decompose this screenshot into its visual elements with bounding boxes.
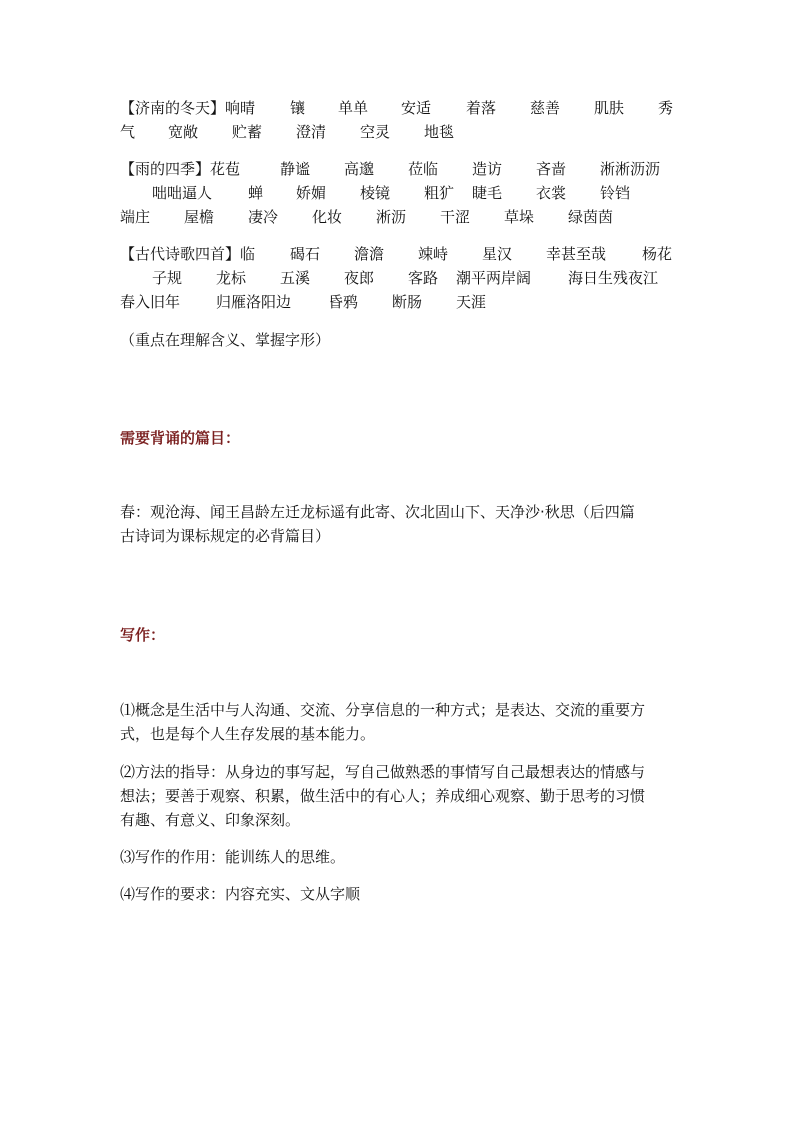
vocab-word: 地毯 [424,123,455,141]
vocab-word: 龙标 [216,269,247,287]
vocab-word: 天涯 [456,293,487,311]
recite-line: 春：观沧海、闻王昌龄左迁龙标遥有此寄、次北固山下、天净沙·秋思（后四篇 [120,503,635,521]
vocab-word: 镶 [290,99,306,117]
vocab-word: 娇媚 [296,184,327,202]
vocab-word: 端庄 [120,208,151,226]
writing-point-3: ⑶写作的作用：能训练人的思维。 [120,848,346,866]
vocab-word: 杨花 [642,245,673,263]
vocab-word: 蝉 [248,184,264,202]
vocab-word: 竦峙 [418,245,449,263]
vocab-word: 造访 [472,160,503,178]
writing-heading: 写作： [120,626,166,644]
recite-line: 古诗词为课标规定的必背篇目） [120,527,331,545]
writing-point-2-line: ⑵方法的指导：从身边的事写起，写自己做熟悉的事情写自己最想表达的情感与 [120,763,646,781]
vocab-word: 星汉 [482,245,513,263]
vocab-word: 客路 [408,269,439,287]
vocab-word: 子规 [152,269,183,287]
vocab-word: 【古代诗歌四首】临 [120,245,256,263]
vocab-word: 草垛 [504,208,535,226]
vocab-word: 秀 [658,99,674,117]
vocab-word: 澄清 [296,123,327,141]
writing-point-1-line: 式，也是每个人生存发展的基本能力。 [120,725,376,743]
vocab-word: 静谧 [280,160,311,178]
vocab-word: 绿茵茵 [568,208,614,226]
writing-point-2-line: 有趣、有意义、印象深刻。 [120,811,301,829]
vocab-word: 空灵 [360,123,391,141]
vocab-word: 吝啬 [536,160,567,178]
vocab-word: 贮蓄 [232,123,263,141]
study-note: （重点在理解含义、掌握字形） [120,331,331,349]
vocab-word: 归雁洛阳边 [216,293,292,311]
vocab-word: 碣石 [290,245,321,263]
vocab-word: 春入旧年 [120,293,181,311]
vocab-word: 凄冷 [248,208,279,226]
vocab-word: 淅淅沥沥 [600,160,661,178]
vocab-word: 屋檐 [184,208,215,226]
vocab-word: 慈善 [530,99,561,117]
vocab-word: 【雨的四季】花苞 [120,160,241,178]
vocab-word: 着落 [466,99,497,117]
vocab-word: 单单 [338,99,369,117]
vocab-word: 断肠 [392,293,423,311]
vocab-word: 棱镜 [360,184,391,202]
vocab-word: 安适 [401,99,432,117]
vocab-word: 铃铛 [600,184,631,202]
vocab-word: 幸甚至哉 [546,245,607,263]
vocab-word: 五溪 [280,269,311,287]
vocab-word: 化妆 [312,208,343,226]
writing-point-1-line: ⑴概念是生活中与人沟通、交流、分享信息的一种方式；是表达、交流的重要方 [120,701,646,719]
vocab-word: 淅沥 [376,208,407,226]
vocab-word: 高邈 [344,160,375,178]
writing-point-2-line: 想法；要善于观察、积累，做生活中的有心人；养成细心观察、勤于思考的习惯 [120,787,646,805]
writing-point-4: ⑷写作的要求：内容充实、文从字顺 [120,885,361,903]
vocab-word: 海日生残夜江 [568,269,659,287]
vocab-word: 【济南的冬天】响晴 [120,99,256,117]
vocab-word: 宽敞 [168,123,199,141]
vocab-word: 夜郎 [344,269,375,287]
vocab-word: 肌肤 [594,99,625,117]
vocab-word: 睫毛 [472,184,503,202]
vocab-word: 莅临 [408,160,439,178]
vocab-word: 粗犷 [424,184,455,202]
vocab-word: 气 [120,123,136,141]
recite-heading: 需要背诵的篇目： [120,429,241,447]
vocab-word: 昏鸦 [328,293,359,311]
vocab-word: 干涩 [440,208,471,226]
vocab-word: 潮平两岸阔 [456,269,532,287]
vocab-word: 咄咄逼人 [152,184,213,202]
vocab-word: 衣裳 [536,184,567,202]
vocab-word: 澹澹 [354,245,385,263]
